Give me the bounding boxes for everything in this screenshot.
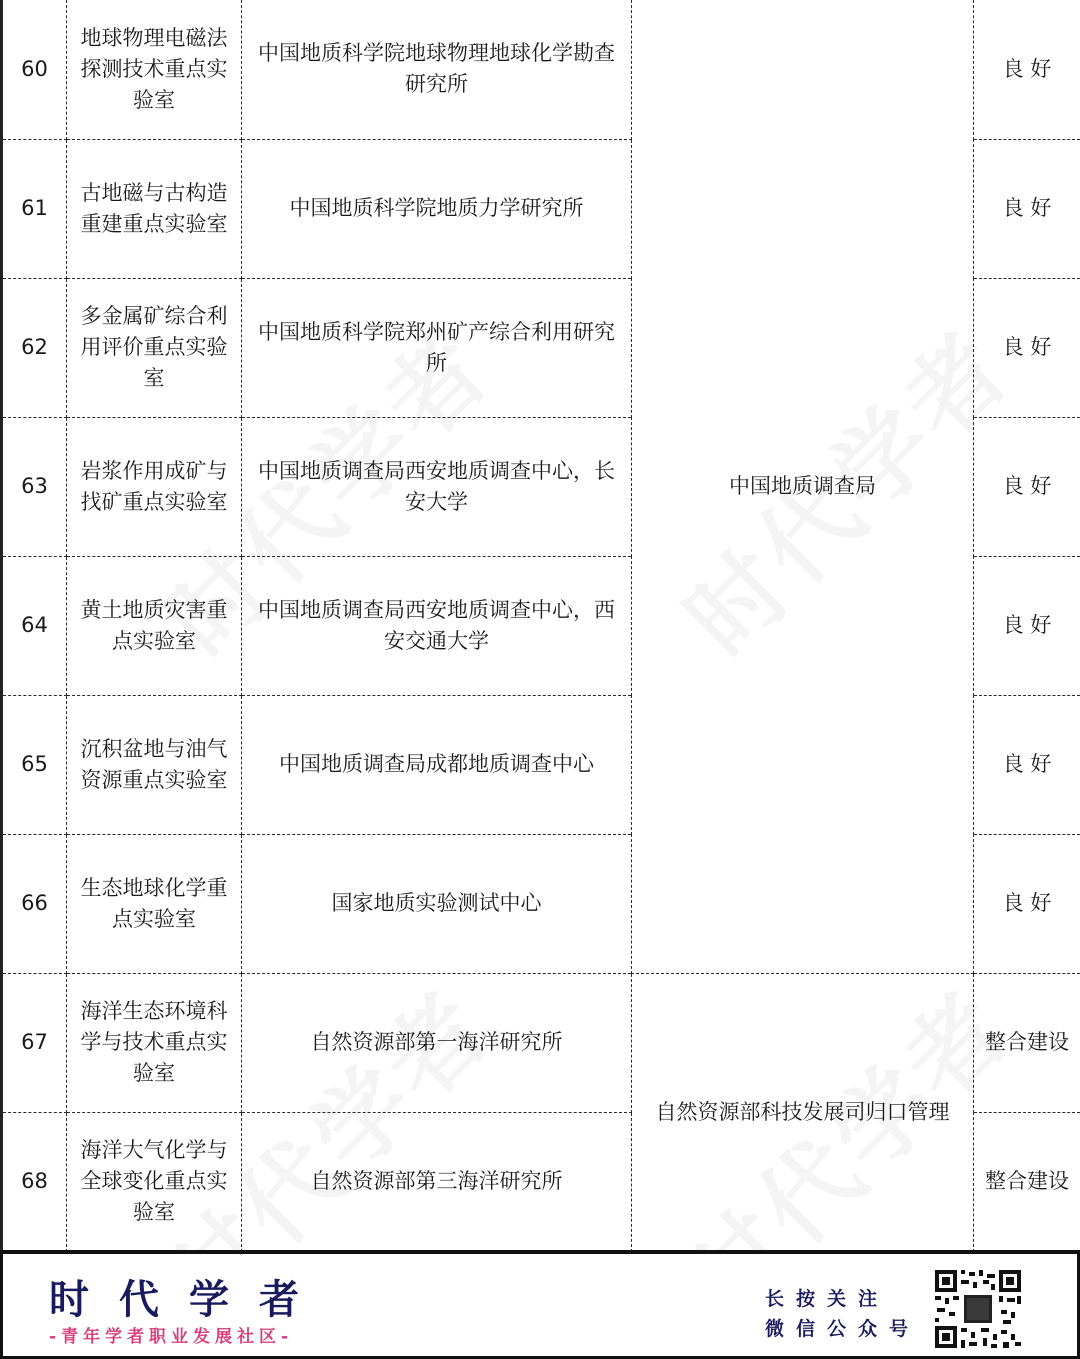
table-row	[2, 973, 1080, 1112]
lab-name: 多金属矿综合利用评价重点实验室	[67, 278, 242, 417]
follow-line-1: 长按关注	[765, 1288, 890, 1310]
row-number: 64	[2, 556, 67, 695]
row-number: 60	[2, 0, 67, 139]
evaluation-result: 良 好	[974, 278, 1080, 417]
lab-name: 海洋大气化学与全球变化重点实验室	[67, 1112, 242, 1251]
evaluation-result: 良 好	[974, 695, 1080, 834]
evaluation-result: 良 好	[974, 834, 1080, 973]
department-cell: 中国地质调查局	[632, 0, 974, 973]
host-unit: 中国地质调查局成都地质调查中心	[242, 695, 632, 834]
follow-line-2: 微信公众号	[765, 1318, 921, 1340]
brand-logo	[49, 1276, 349, 1348]
lab-name: 海洋生态环境科学与技术重点实验室	[67, 973, 242, 1112]
host-unit: 中国地质调查局西安地质调查中心，长安大学	[242, 417, 632, 556]
lab-name: 地球物理电磁法探测技术重点实验室	[67, 0, 242, 139]
evaluation-result: 整合建设	[974, 1112, 1080, 1251]
row-number: 68	[2, 1112, 67, 1251]
evaluation-result: 整合建设	[974, 973, 1080, 1112]
host-unit: 中国地质科学院地球物理地球化学勘查研究所	[242, 0, 632, 139]
host-unit: 中国地质调查局西安地质调查中心，西安交通大学	[242, 556, 632, 695]
row-number: 67	[2, 973, 67, 1112]
evaluation-result: 良 好	[974, 0, 1080, 139]
table-row	[2, 0, 1080, 139]
evaluation-result: 良 好	[974, 556, 1080, 695]
department-cell: 自然资源部科技发展司归口管理	[632, 973, 974, 1251]
host-unit: 自然资源部第一海洋研究所	[242, 973, 632, 1112]
footer-banner	[0, 1250, 1080, 1359]
lab-name: 黄土地质灾害重点实验室	[67, 556, 242, 695]
evaluation-result: 良 好	[974, 139, 1080, 278]
brand-subtitle: -青年学者职业发展社区-	[49, 1327, 294, 1347]
host-unit: 中国地质科学院郑州矿产综合利用研究所	[242, 278, 632, 417]
lab-name: 生态地球化学重点实验室	[67, 834, 242, 973]
row-number: 61	[2, 139, 67, 278]
lab-name: 古地磁与古构造重建重点实验室	[67, 139, 242, 278]
row-number: 65	[2, 695, 67, 834]
host-unit: 国家地质实验测试中心	[242, 834, 632, 973]
follow-prompt	[765, 1284, 920, 1344]
lab-name: 岩浆作用成矿与找矿重点实验室	[67, 417, 242, 556]
host-unit: 自然资源部第三海洋研究所	[242, 1112, 632, 1251]
row-number: 62	[2, 278, 67, 417]
row-number: 66	[2, 834, 67, 973]
host-unit: 中国地质科学院地质力学研究所	[242, 139, 632, 278]
row-number: 63	[2, 417, 67, 556]
lab-name: 沉积盆地与油气资源重点实验室	[67, 695, 242, 834]
brand-title: 时代学者	[49, 1277, 329, 1323]
qr-code-icon[interactable]	[933, 1268, 1023, 1350]
evaluation-result: 良 好	[974, 417, 1080, 556]
